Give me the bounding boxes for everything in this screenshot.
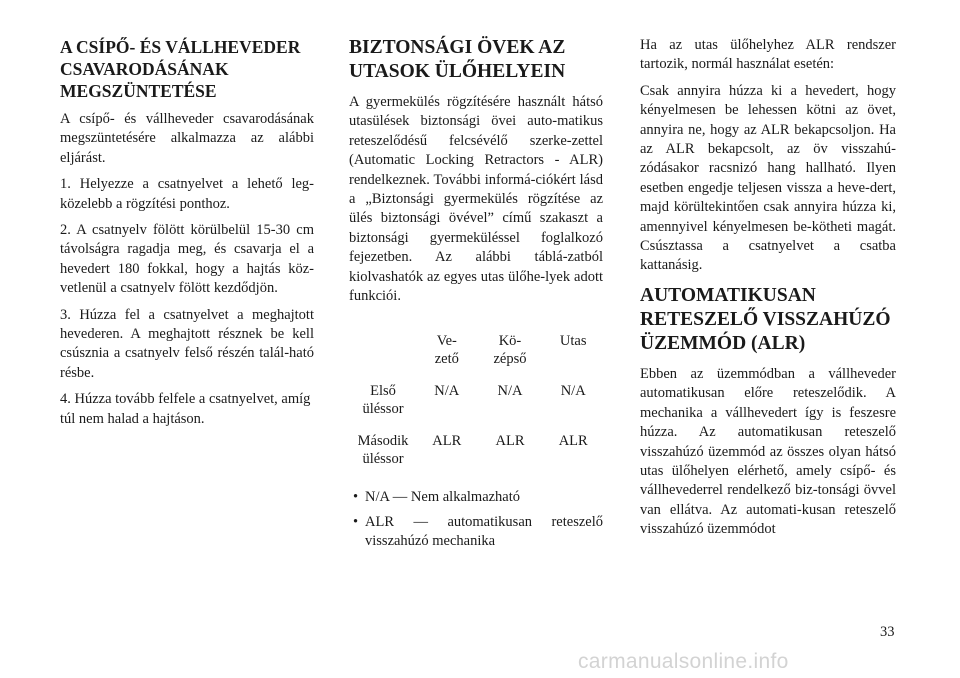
paragraph-step-4: 4. Húzza tovább felfele a csatnyelvet, amíg túl nem halad a hajtáson. xyxy=(60,391,311,427)
paragraph-pull-belt: Csak annyira húzza ki a hevedert, hogy kényelmesen be lehessen kötni az övet, annyira ne, hogy az ALR bekapcsoljon. Ha az ALR bekapcsolt, az öv visszahú-zódásakor racsnizó hang hallható. Ilyen esetben engedje teljesen vissza a heve-dert, majd körültekintően csak annyira húzza ki, amennyivel kényelmesen be-kötheti magát. Csúsztassa a csatnyelvet a csatba kattanásig. xyxy=(640,82,896,274)
table-cell: N/A xyxy=(434,383,460,400)
column-left xyxy=(60,36,314,436)
table-header-cell: Kö- zépső xyxy=(493,333,527,368)
page-number: 33 xyxy=(880,624,895,640)
table-cell: ALR xyxy=(432,433,462,450)
column-right xyxy=(640,36,896,547)
section-heading-twist-removal: A CSÍPŐ- ÉS VÁLLHEVEDER CSAVARODÁSÁNAK MEGSZÜNTETÉSE xyxy=(60,37,301,101)
table-cell: N/A xyxy=(497,383,523,400)
table-cell: Első üléssor xyxy=(362,383,404,418)
paragraph-step-2: 2. A csatnyelv fölött körülbelül 15-30 cm távolságra ragadja meg, és csavarja el a hevedert 180 fokkal, hogy a hajtás köz-vetlenül a csatnyelv fölött kezdődjön. xyxy=(60,222,314,297)
table-row xyxy=(349,374,603,424)
section-heading-alr-mode: AUTOMATIKUSAN RETESZELŐ VISSZAHÚZÓ ÜZEMMÓD (ALR) xyxy=(640,284,891,354)
list-item: • N/A — Nem alkalmazható xyxy=(349,488,603,507)
paragraph-step-3: 3. Húzza fel a csatnyelvet a meghajtott hevederen. A meghajtott résznek be kell csúsznia a csatnyelv felső részén talál-ható résbe. xyxy=(60,306,314,381)
table-header-cell: Utas xyxy=(559,333,587,350)
table-cell: Második üléssor xyxy=(357,433,409,468)
column-middle xyxy=(349,36,603,557)
legend-list xyxy=(349,488,603,551)
table-cell: ALR xyxy=(558,433,588,450)
paragraph-step-1: 1. Helyezze a csatnyelvet a lehető leg-közelebb a rögzítési ponthoz. xyxy=(60,176,314,212)
table-row xyxy=(349,424,603,474)
table-cell: ALR xyxy=(495,433,525,450)
table-cell: N/A xyxy=(560,383,586,400)
table-header-cell xyxy=(349,332,417,374)
paragraph-intro: A csípő- és vállheveder csavarodásának megszüntetésére alkalmazza az alábbi eljárást. xyxy=(60,111,314,166)
table-header-cell: Ve- zető xyxy=(434,333,459,368)
paragraph-alr-intro: A gyermekülés rögzítésére használt hátsó utasülések biztonsági övei auto-matikus reteszelődésű felcsévélő szerke-zettel (Automatic Locking Retractors - ALR) rendelkeznek. További informá-ciókért lásd a „Biztonsági gyermekülés rögzítése az ülés biztonsági övével” című szakaszt a biztonsági gyermeküléssel foglalkozó fejezetben. Az alábbi táblá-zatból kiolvashatók az egyes utas ülőhe-lyek adott funkciói. xyxy=(349,94,603,305)
section-heading-passenger-belts: BIZTONSÁGI ÖVEK AZ UTASOK ÜLŐHELYEIN xyxy=(349,37,566,82)
watermark: carmanualsonline.info xyxy=(578,650,789,673)
seating-position-table xyxy=(349,332,603,474)
paragraph-normal-use: Ha az utas ülőhelyhez ALR rendszer tartozik, normál használat esetén: xyxy=(640,37,896,73)
paragraph-alr-mode: Ebben az üzemmódban a vállheveder automatikusan előre reteszelődik. A mechanika a vállhevedert így is feszesre húzza. Az automatikusan reteszelő visszahúzó üzemmód az összes olyan hátsó utas ülőhelyen elérhető, amely csípő- és vállhevederrel rendelkező biz-tonsági övvel van ellátva. Az automati-kusan reteszelő visszahúzó üzemmódot xyxy=(640,365,896,538)
list-item: • ALR — automatikusan reteszelő visszahúzó mechanika xyxy=(349,513,603,552)
